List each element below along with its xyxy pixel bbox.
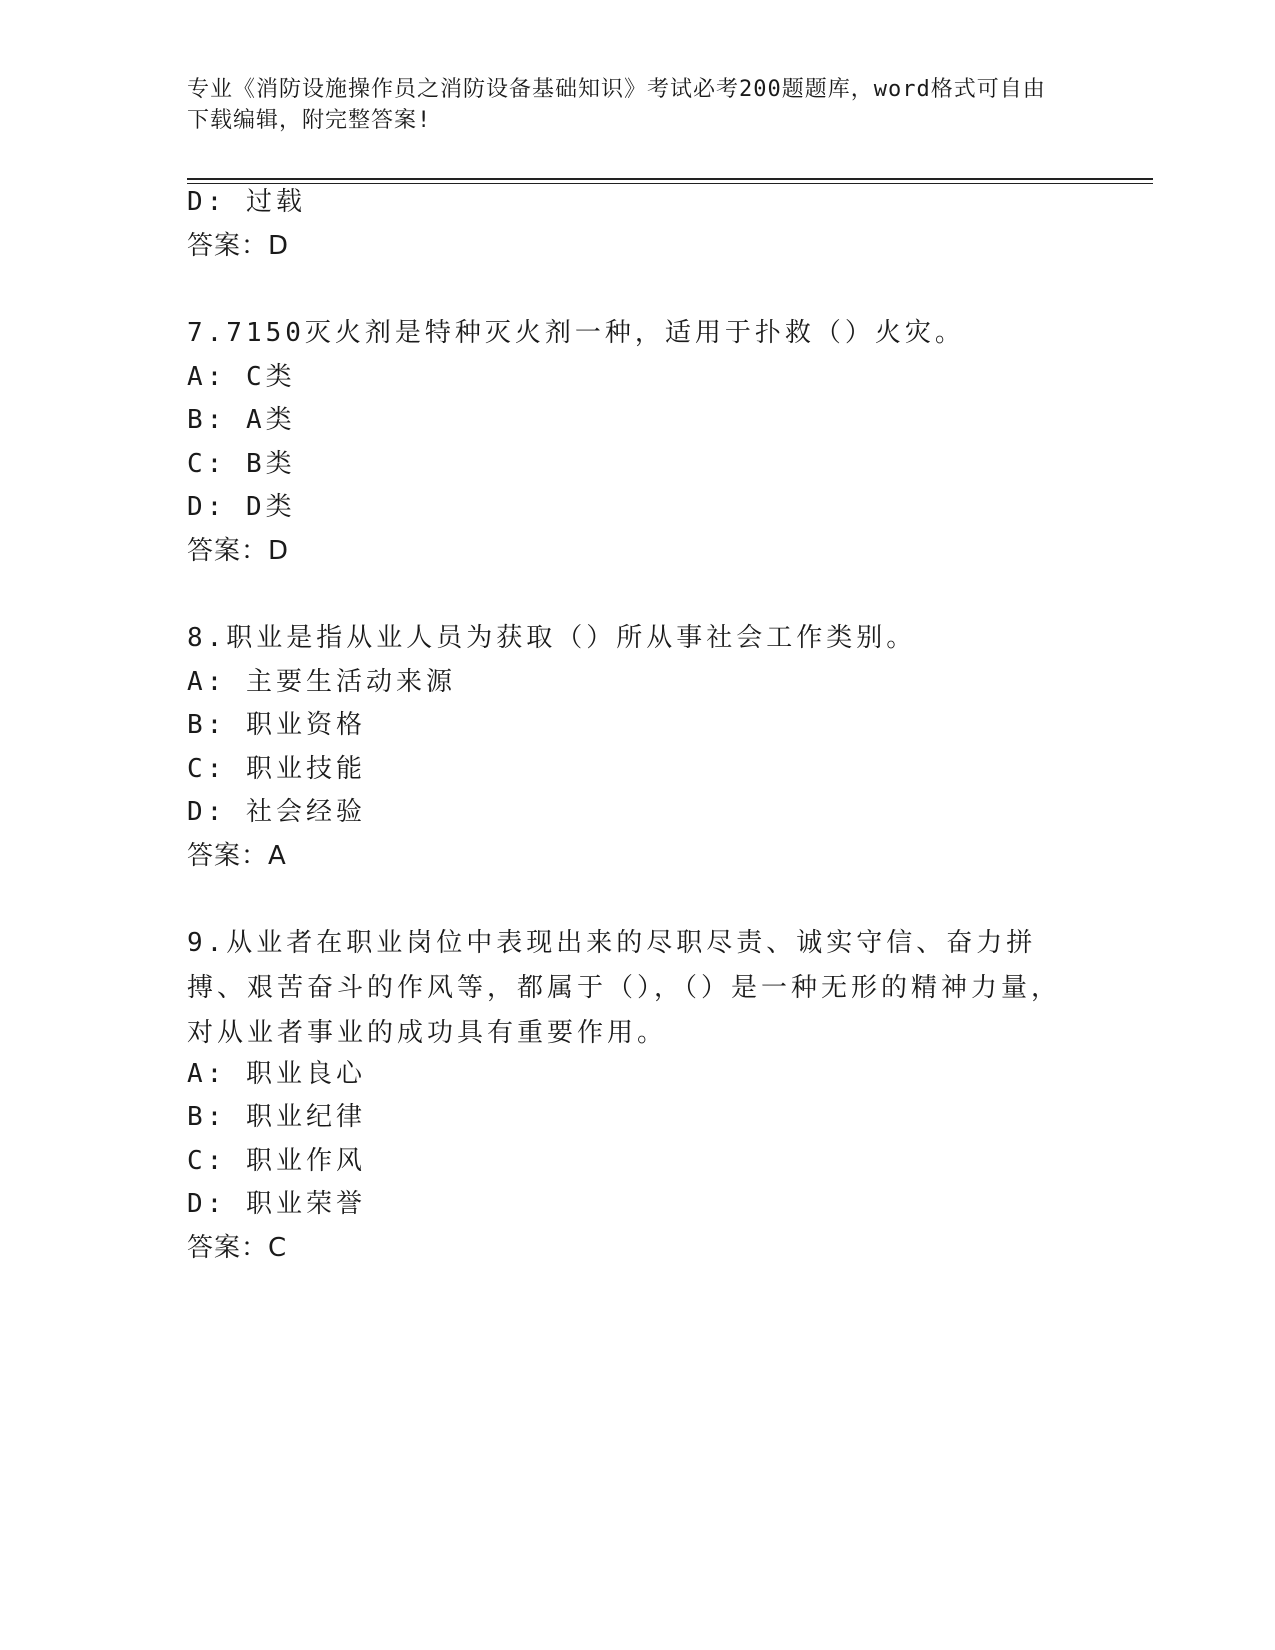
q7-option-c: C: B类	[187, 449, 296, 479]
q9-answer: 答案：C	[187, 1233, 288, 1263]
header-divider	[187, 178, 1153, 180]
q7-stem: 7.7150灭火剂是特种灭火剂一种，适用于扑救（）火灾。	[187, 318, 965, 348]
q8-option-b: B: 职业资格	[187, 710, 366, 740]
q8-option-a: A: 主要生活动来源	[187, 667, 456, 697]
q9-option-d: D: 职业荣誉	[187, 1189, 366, 1219]
prev-answer: 答案：D	[187, 231, 290, 261]
q9-option-a: A: 职业良心	[187, 1059, 366, 1089]
q9-stem: 9.从业者在职业岗位中表现出来的尽职尽责、诚实守信、奋力拼搏、艰苦奋斗的作风等，都属于（），（）是一种无形的精神力量，对从业者事业的成功具有重要作用。	[187, 928, 1062, 1048]
q8-option-d: D: 社会经验	[187, 797, 366, 827]
q7-answer: 答案：D	[187, 536, 290, 566]
document-header: 专业《消防设施操作员之消防设备基础知识》考试必考200题题库，word格式可自由下载编辑，附完整答案!	[187, 77, 1046, 133]
q8-stem: 8.职业是指从业人员为获取（）所从事社会工作类别。	[187, 623, 917, 653]
q8-option-c: C: 职业技能	[187, 754, 366, 784]
q8-answer: 答案：A	[187, 841, 287, 871]
prev-option-d: D: 过载	[187, 187, 306, 217]
q9-option-c: C: 职业作风	[187, 1146, 366, 1176]
q7-option-d: D: D类	[187, 492, 296, 522]
q9-option-b: B: 职业纪律	[187, 1102, 366, 1132]
q7-option-a: A: C类	[187, 362, 296, 392]
q7-option-b: B: A类	[187, 405, 296, 435]
header-divider-thin	[187, 183, 1153, 184]
